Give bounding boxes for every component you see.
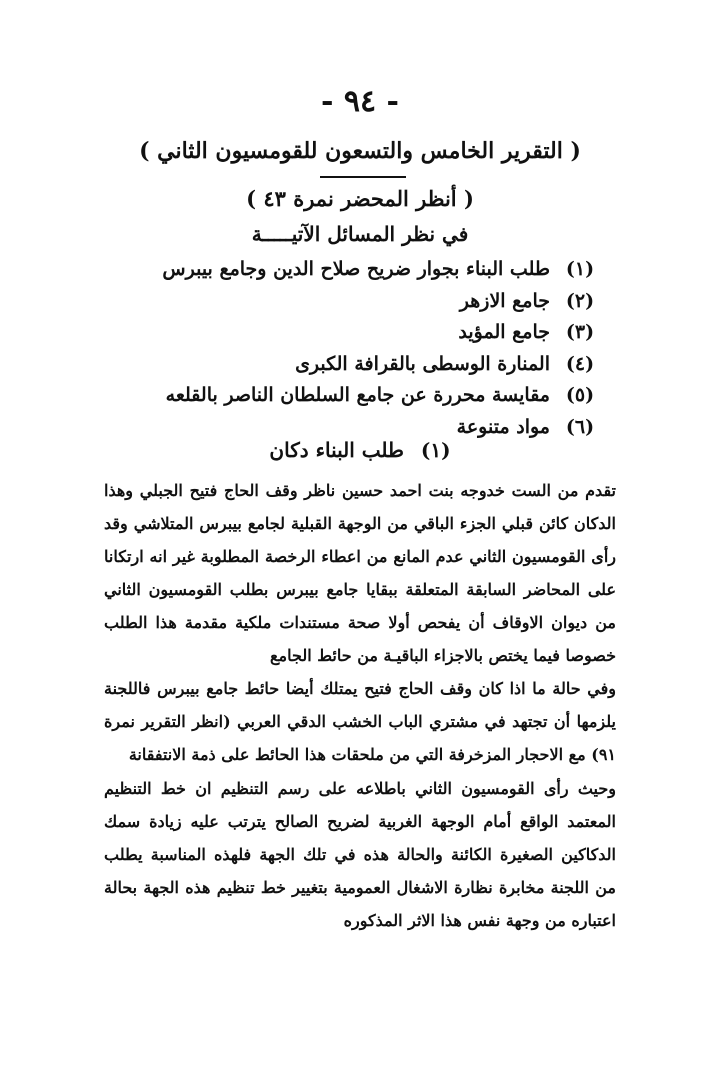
section-number: (١) [420,438,451,462]
topics-heading: في نظر المسائل الآتيـــــة [251,222,469,246]
minutes-reference: ( أنظر المحضر نمرة ٤٣ ) [246,186,474,211]
section-title: طلب البناء دكان [269,438,404,462]
topic-number: (٣) [565,321,595,344]
topic-item [130,286,600,318]
topic-text: مقايسة محررة عن جامع السلطان الناصر بالقلعه [165,384,550,407]
title-divider [320,176,406,178]
topic-item [130,254,600,286]
topic-item [130,380,600,412]
topic-item [130,349,600,381]
topic-number: (٢) [565,289,595,312]
section-heading [0,438,720,462]
topic-number: (٤) [565,352,595,375]
topic-number: (٥) [565,384,595,407]
topics-list [130,254,600,444]
topic-item [130,317,600,349]
topic-text: جامع الازهر [459,289,550,312]
page-number: - ٩٤ - [320,84,400,119]
topic-text: المنارة الوسطى بالقرافة الكبرى [295,352,550,375]
topic-number: (١) [565,258,595,280]
topic-text: جامع المؤيد [458,321,550,344]
body-paragraph-3: وحيث رأى القومسيون الثاني باطلاعه على رسم التنظيم ان خط التنظيم المعتمد الواقع أمام الوجهة الغربية لضريح الصالح يترتب عليه زيادة سمك الدكاكين الصغيرة الكائنة والحالة هذه في تلك الجهة فلهذه المناسبة يطلب من اللجنة مخابرة نظارة الاشغال العمومية بتغيير خط تنظيم هذه الجهة بحالة اعتباره من وجهة نفس هذا الاثر المذكوره [104,779,616,930]
topic-text: طلب البناء بجوار ضريح صلاح الدين وجامع بيبرس [162,258,550,280]
body-paragraph-2: وفي حالة ما اذا كان وقف الحاج فتيح يمتلك أيضا حائط جامع بيبرس فاللجنة يلزمها أن تجتهد في مشتري الباب الخشب الدقي العربي (انظر التقرير نمرة ٩١) مع الاحجار المزخرفة التي من ملحقات هذا الحائط على ذمة الانتفقانة [104,679,616,764]
body-paragraph-1: تقدم من الست خدوجه بنت احمد حسين ناظر وقف الحاج فتيح الجبلي وهذا الدكان كائن قبلي الجزء الباقي من الوجهة القبلية لجامع بيبرس المتلاشي وقد رأى القومسيون الثاني عدم المانع من اعطاء الرخصة المطلوبة غير انه ارتكانا على المحاضر السابقة المتعلقة ببقايا جامع بيبرس بطلب القومسيون الثاني من ديوان الاوقاف أن يفحص أولا صحة مستندات ملكية مقدمة هذا الطلب خصوصا فيما يختص بالاجزاء الباقيـة من حائط الجامع [104,481,617,665]
topic-number: (٦) [565,415,595,438]
report-title: ( التقرير الخامس والتسعون للقومسيون الثاني ) [139,138,581,164]
topic-text: مواد متنوعة [456,415,550,438]
